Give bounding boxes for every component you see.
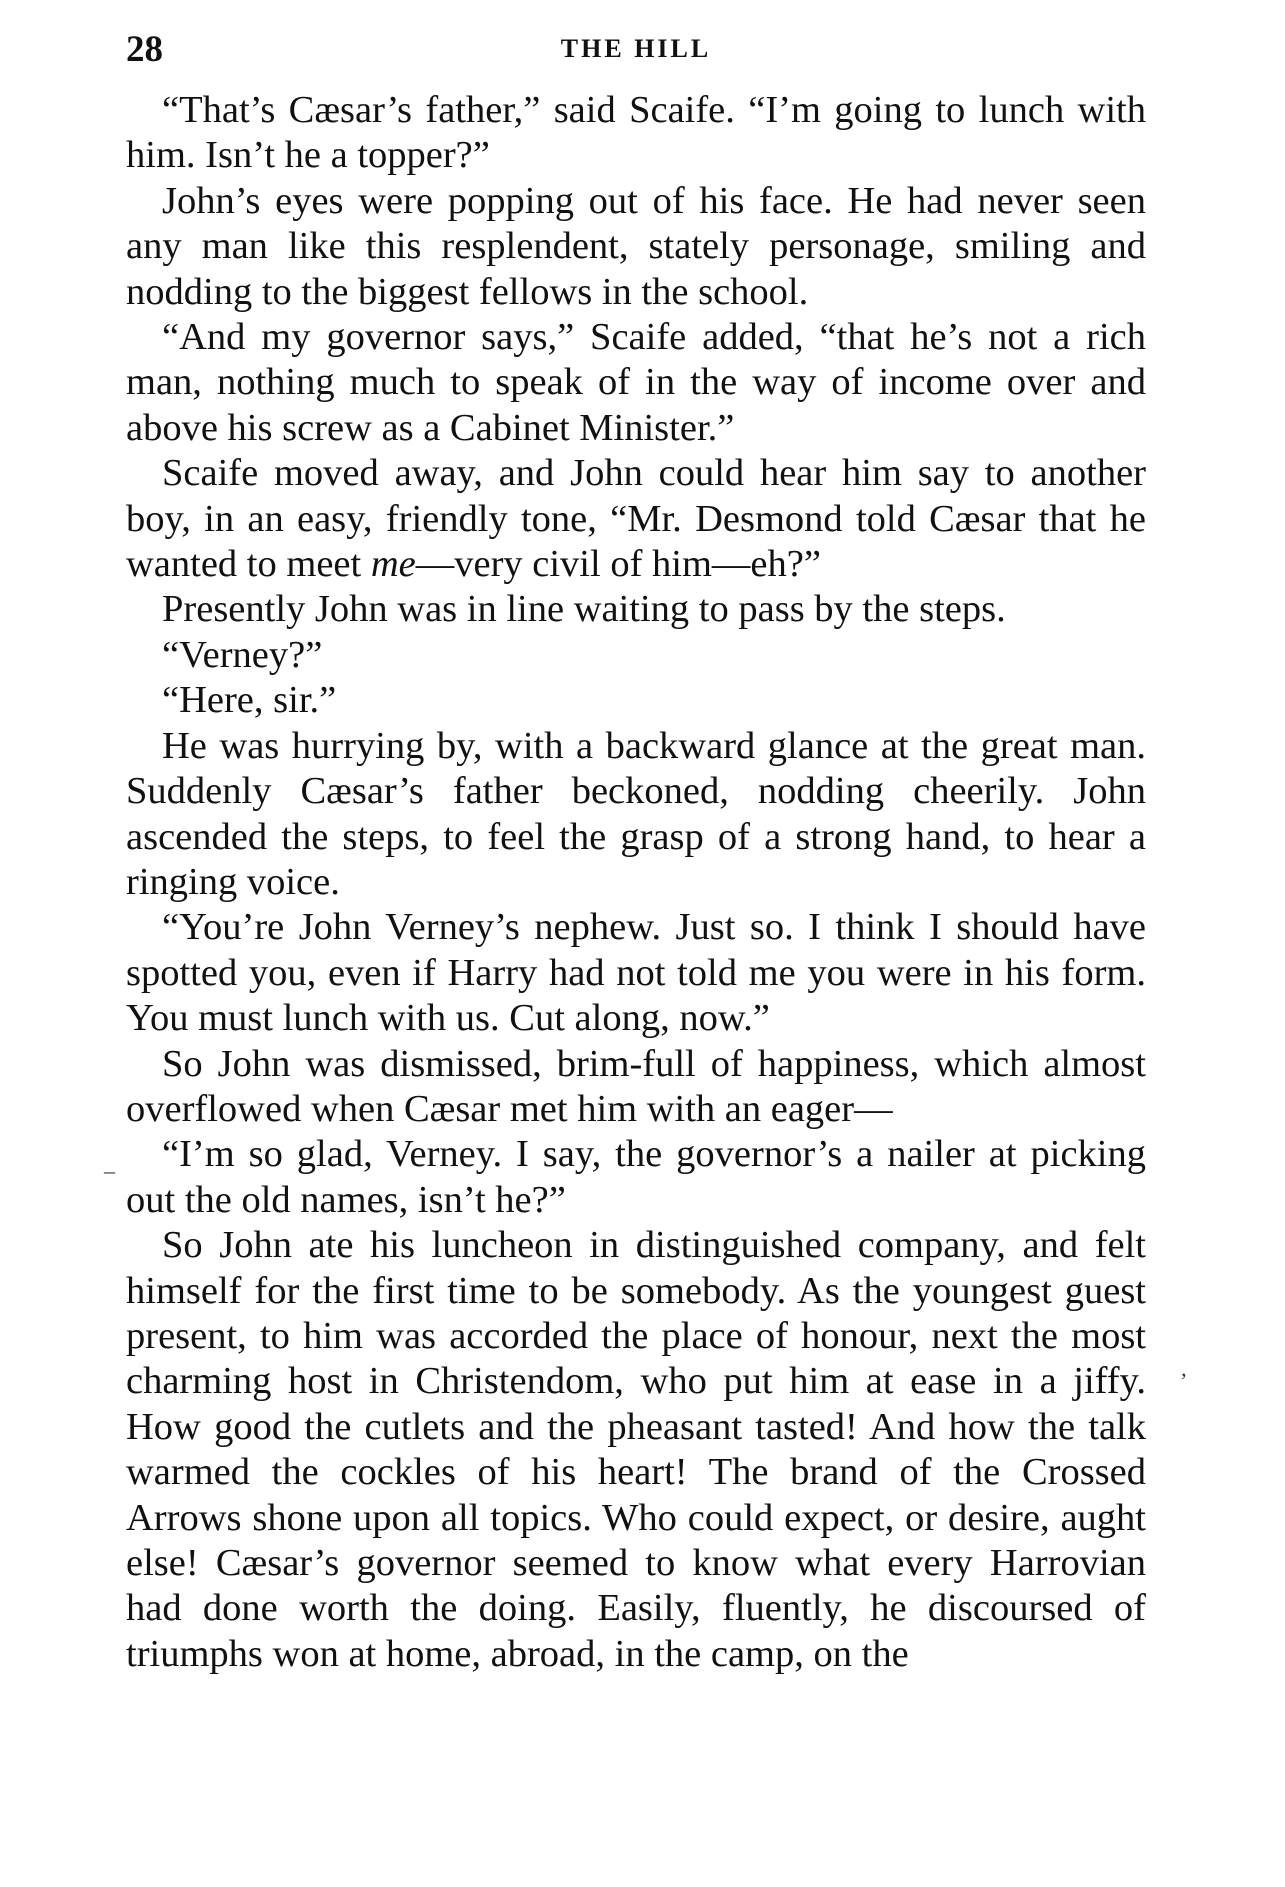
paragraph: John’s eyes were popping out of his face. He had never seen any man like this resplendent, stately personage, smiling and nodding to the biggest fellows in the school. [126,179,1146,313]
paragraph: “Here, sir.” [162,679,337,722]
margin-mark: ’ [1180,1368,1188,1393]
page-number: 28 [126,29,163,70]
paragraph: Presently John was in line waiting to pass by the steps. [162,588,1006,631]
paragraph: So John ate his luncheon in distinguished company, and felt himself for the first time to be somebody. As the youngest guest present, to him was accorded the place of honour, next the most charming host in Christendom, who put him at ease in a jiffy. How good the cutlets and the pheasant tasted! And how the talk warmed the cockles of his heart! The brand of the Crossed Arrows shone upon all topics. Who could expect, or desire, aught else! Cæsar’s governor seemed to know what every Harrovian had done worth the doing. Easily, fluently, he discoursed of triumphs won at home, abroad, in the camp, on the [126,1224,1146,1675]
paragraph: He was hurrying by, with a backward glance at the great man. Suddenly Cæsar’s father beckoned, nodding cheerily. John ascended the steps, to feel the grasp of a strong hand, to hear a ringing voice. [126,724,1146,903]
paragraph: “I’m so glad, Verney. I say, the governor’s a nailer at picking out the old names, isn’t he?” [126,1133,1146,1221]
page-header [126,28,1146,80]
paragraph: “And my governor says,” Scaife added, “that he’s not a rich man, nothing much to speak of in the way of income over and above his screw as a Cabinet Minister.” [126,316,1146,449]
paragraph-text: Scaife moved away, and John could hear him say to another boy, in an easy, friendly tone, “Mr. Desmond told Cæsar that he wanted to meet [126,452,1146,586]
running-head: THE HILL [560,34,712,63]
paragraph: So John was dismissed, brim-full of happiness, which almost overflowed when Cæsar met him with an eager— [126,1042,1146,1130]
paragraph: “Verney?” [162,633,323,676]
paragraph: “That’s Cæsar’s father,” said Scaife. “I’m going to lunch with him. Isn’t he a topper?” [126,89,1146,177]
body-text [126,88,1146,1677]
paragraph [126,451,1146,587]
paragraph: “You’re John Verney’s nephew. Just so. I think I should have spotted you, even if Harry had not told me you were in his form. You must lunch with us. Cut along, now.” [126,906,1146,1040]
paragraph-text: —very civil of him—eh?” [415,543,821,586]
emphasized-word: me [370,543,416,586]
margin-mark: – [104,1158,115,1183]
